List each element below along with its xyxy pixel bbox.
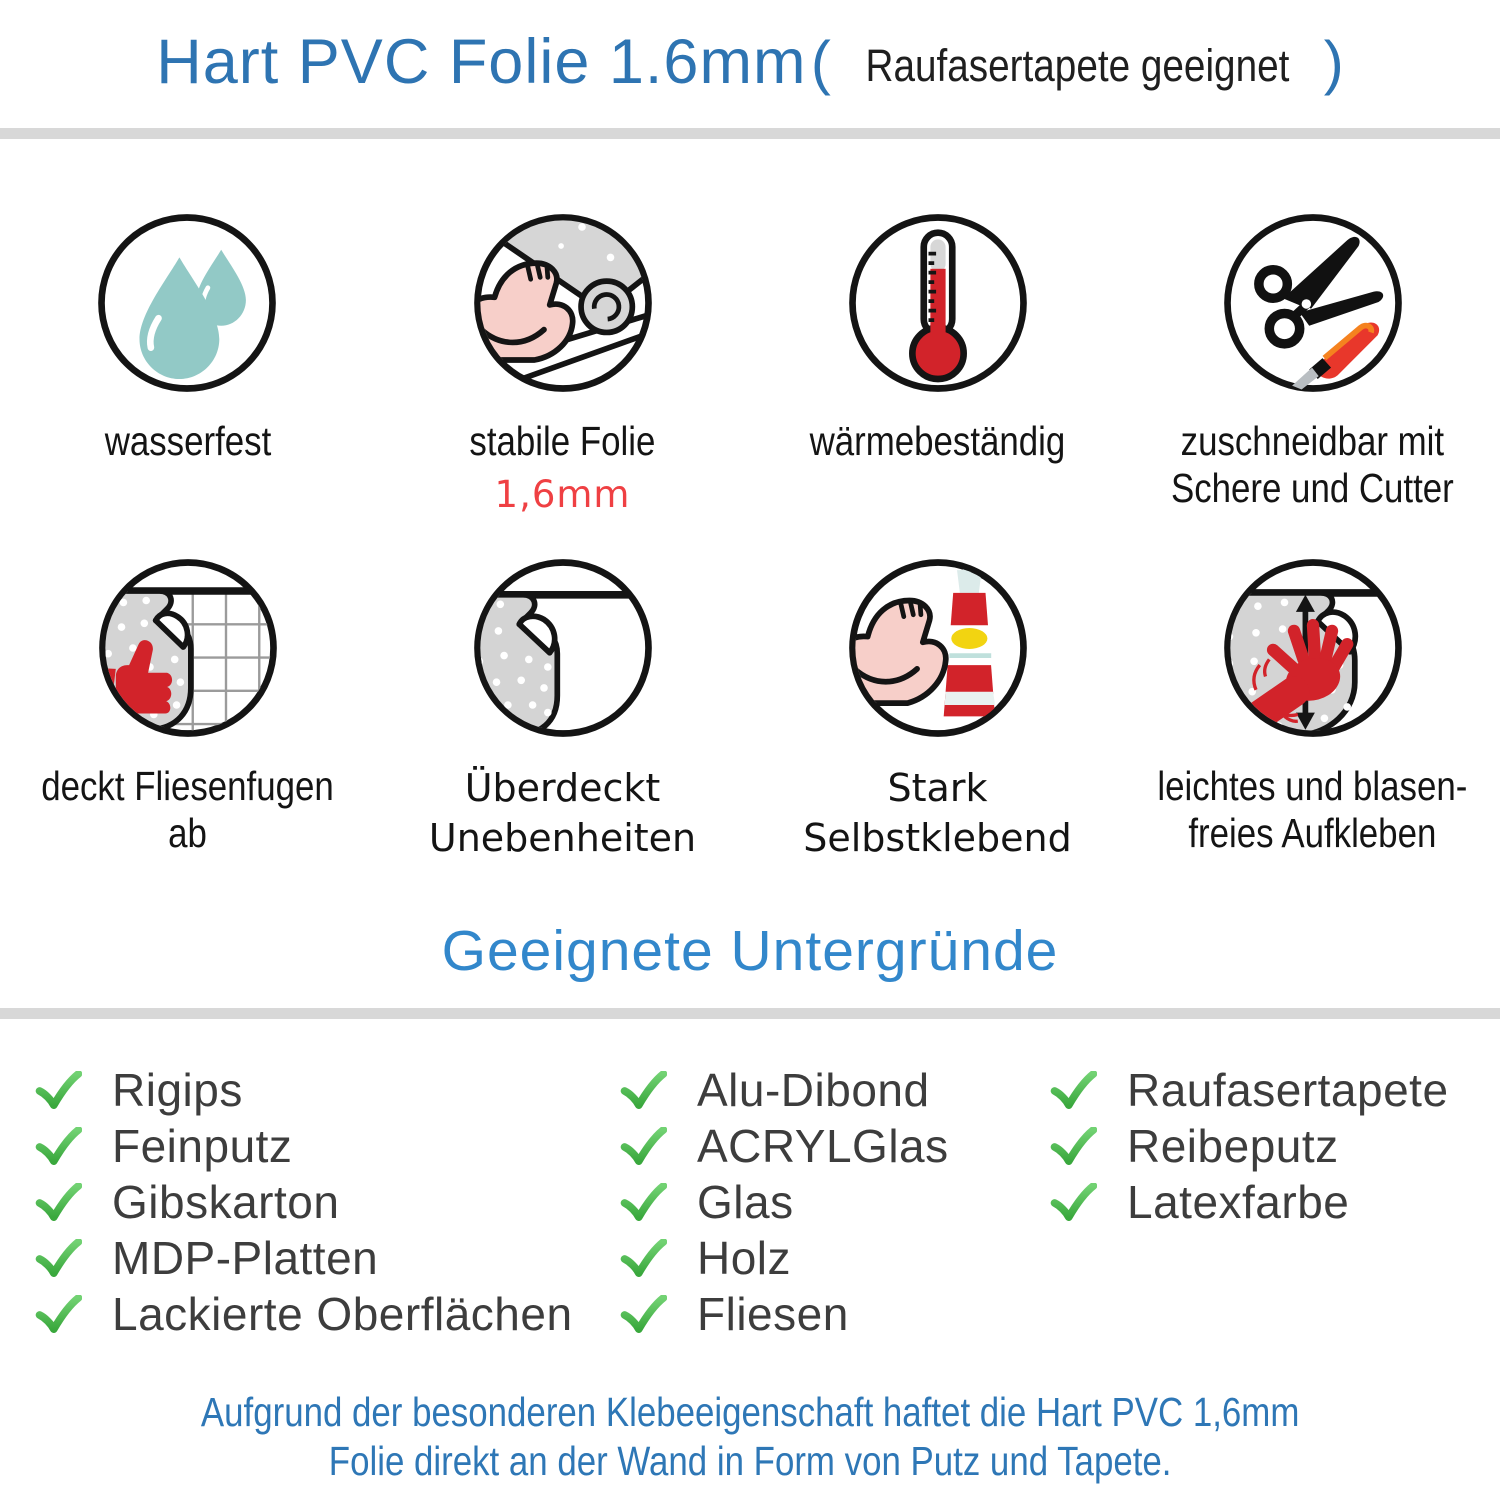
check-icon xyxy=(35,1295,82,1333)
list-item: Fliesen xyxy=(620,1286,1050,1342)
feature-label: zuschneidbar mit Schere und Cutter xyxy=(1171,418,1454,512)
paren-open: ( xyxy=(810,29,831,96)
feature-selbstklebend xyxy=(803,553,1072,863)
thermometer-icon xyxy=(843,208,1033,398)
page-title: Hart PVC Folie 1.6mm xyxy=(156,27,807,97)
list-item: Glas xyxy=(620,1174,1050,1230)
divider-bar xyxy=(0,128,1500,139)
list-item: ACRYLGlas xyxy=(620,1118,1050,1174)
substrate-checklist xyxy=(35,1062,1449,1342)
scissors-and-cutter-icon xyxy=(1218,208,1408,398)
muscle-arm-foil-roll-icon xyxy=(468,208,658,398)
list-item: Reibeputz xyxy=(1050,1118,1449,1174)
list-item: Feinputz xyxy=(35,1118,620,1174)
check-icon xyxy=(35,1183,82,1221)
water-drops-icon xyxy=(92,208,282,398)
checklist-column-2 xyxy=(620,1062,1050,1342)
list-item: Latexfarbe xyxy=(1050,1174,1449,1230)
hand-smoothing-foil-icon xyxy=(1218,553,1408,743)
feature-fliesenfugen xyxy=(0,553,375,863)
check-icon xyxy=(620,1295,667,1333)
feature-waermebestaendig xyxy=(787,208,1088,553)
feature-aufkleben xyxy=(1130,553,1495,863)
feature-wasserfest xyxy=(90,208,286,553)
feature-label: deckt Fliesenfugen ab xyxy=(41,763,334,857)
feature-stabile-folie xyxy=(453,208,672,553)
feature-grid xyxy=(0,208,1500,863)
check-icon xyxy=(35,1127,82,1165)
paren-close: ) xyxy=(1323,29,1344,96)
list-item: Rigips xyxy=(35,1062,620,1118)
feature-label: Stark Selbstklebend xyxy=(803,766,1072,861)
list-item: Lackierte Oberflächen xyxy=(35,1286,620,1342)
feature-label: wasserfest xyxy=(104,418,271,464)
list-item: Alu-Dibond xyxy=(620,1062,1050,1118)
feature-label: leichtes und blasen- freies Aufkleben xyxy=(1157,763,1468,857)
feature-zuschneidbar xyxy=(1146,208,1479,553)
page-subtitle: Raufasertapete geeignet xyxy=(865,40,1290,91)
check-icon xyxy=(1050,1183,1097,1221)
checklist-column-3 xyxy=(1050,1062,1449,1342)
list-item: Holz xyxy=(620,1230,1050,1286)
thumbs-up-tile-joints-icon xyxy=(93,553,283,743)
feature-label: Überdeckt Unebenheiten xyxy=(428,766,697,861)
dotted-foil-fold-icon xyxy=(468,553,658,743)
muscle-arm-glue-tube-icon xyxy=(843,553,1033,743)
check-icon xyxy=(620,1239,667,1277)
check-icon xyxy=(1050,1071,1097,1109)
list-item: Gibskarton xyxy=(35,1174,620,1230)
feature-unebenheiten xyxy=(429,553,696,863)
list-item: MDP-Platten xyxy=(35,1230,620,1286)
header xyxy=(0,26,1500,98)
list-item: Raufasertapete xyxy=(1050,1062,1449,1118)
divider-bar xyxy=(0,1008,1500,1019)
check-icon xyxy=(620,1071,667,1109)
feature-label: stabile Folie xyxy=(469,418,656,464)
footer-note xyxy=(0,1388,1500,1486)
feature-label: wärmebeständig xyxy=(809,418,1066,464)
check-icon xyxy=(620,1183,667,1221)
checklist-column-1 xyxy=(35,1062,620,1342)
check-icon xyxy=(35,1071,82,1109)
check-icon xyxy=(35,1239,82,1277)
section-title-untergruende: Geeignete Untergründe xyxy=(441,919,1059,983)
feature-sublabel-thickness: 1,6mm xyxy=(494,473,631,517)
check-icon xyxy=(1050,1127,1097,1165)
check-icon xyxy=(620,1127,667,1165)
footer-text: Aufgrund der besonderen Klebeeigenschaft haftet die Hart PVC 1,6mm Folie direkt an der Wand in Form von Putz und Tapete. xyxy=(200,1389,1300,1485)
